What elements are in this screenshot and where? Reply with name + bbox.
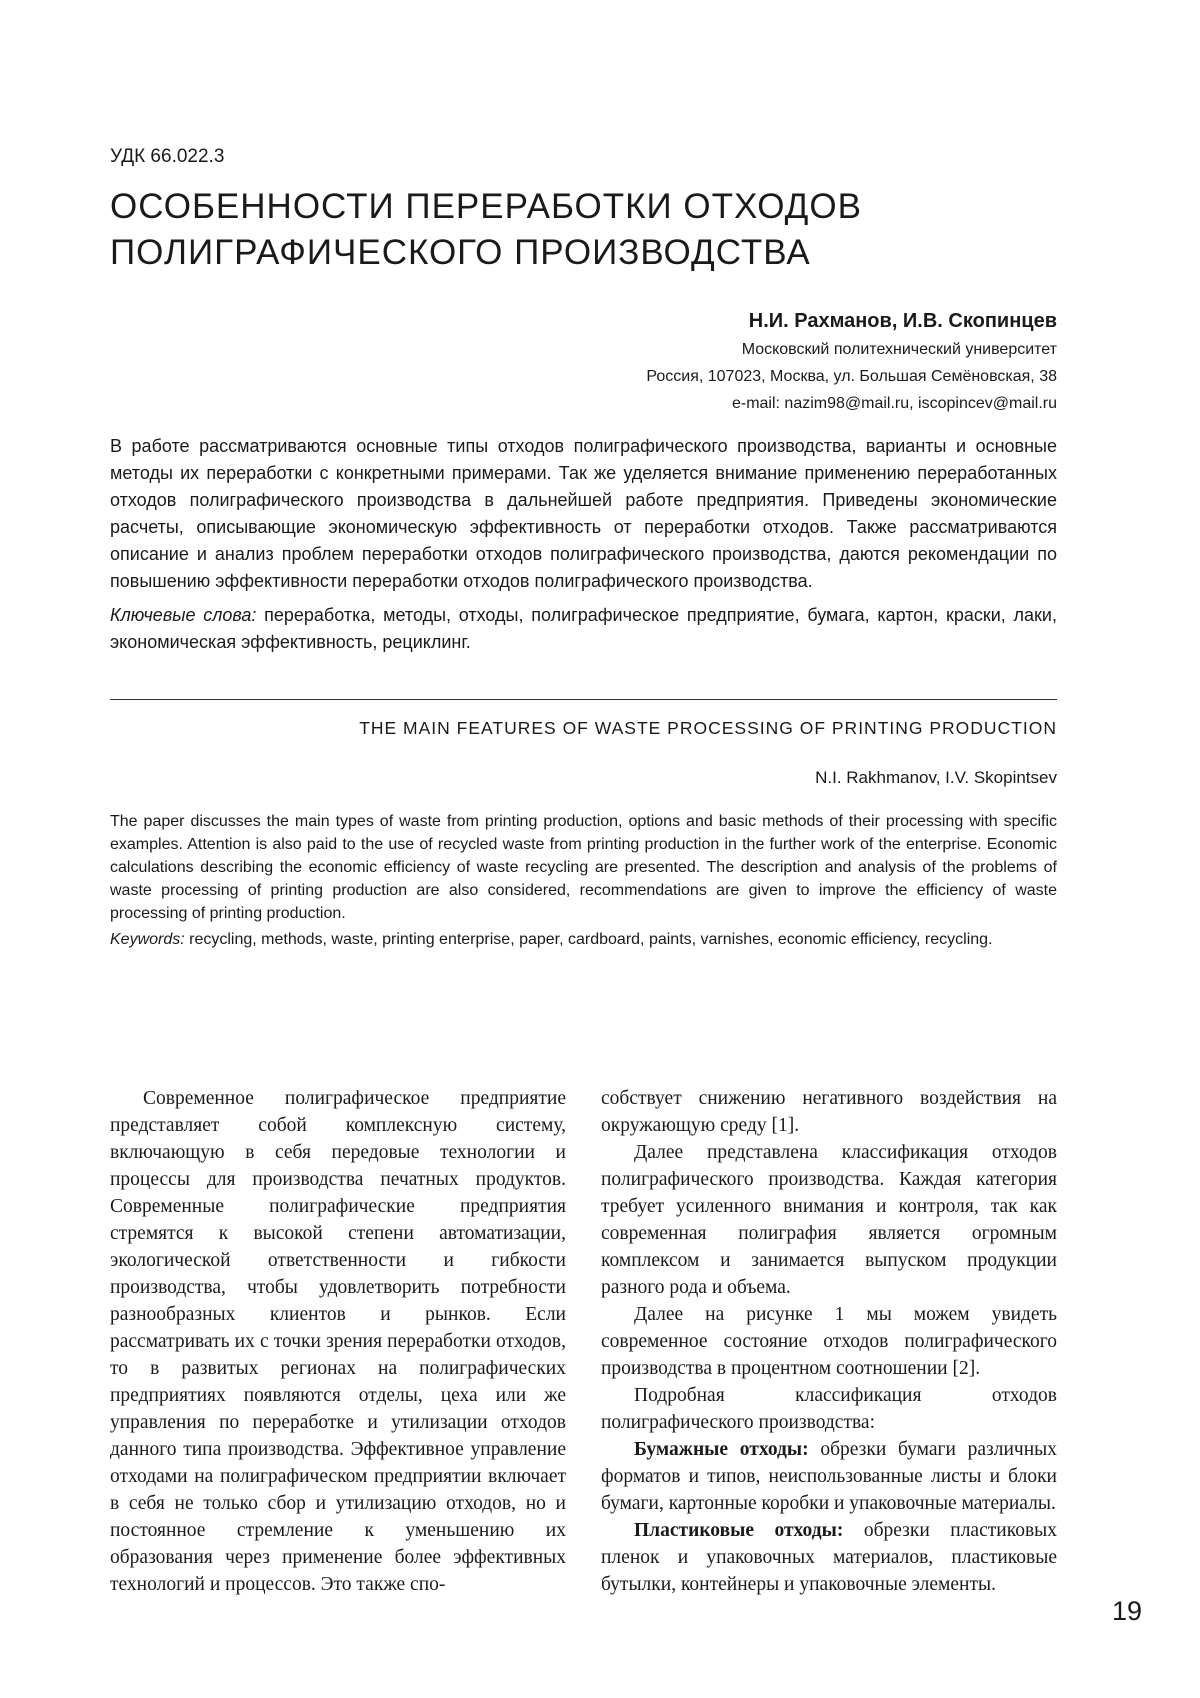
body-paragraph: Далее представлена классификация отходов полиграфического производства. Каждая категория требует усиленного внимания и контроля, так как современная полиграфия является огромным комплексом и занимается выпуском продукции разного рода и объема. [601,1142,1057,1298]
affiliation-email: e-mail: nazim98@mail.ru, iscopincev@mail.ru [731,395,1057,412]
affiliation-university: Московский политехнический университет [741,341,1057,358]
body-column-left [110,1085,566,1598]
keywords-en-label: Keywords: [110,931,185,948]
plastic-waste-label: Пластиковые отходы: [634,1520,844,1541]
paper-waste-text: обрезки бумаги различных форматов и типов, неиспользованные листы и блоки бумаги, картонные коробки и упаковочные материалы. [601,1439,1058,1514]
title-line-1: ОСОБЕННОСТИ ПЕРЕРАБОТКИ ОТХОДОВ [110,187,862,226]
keywords-ru-label: Ключевые слова: [110,605,257,625]
affiliation-address: Россия, 107023, Москва, ул. Большая Семёновская, 38 [646,368,1057,385]
paper-waste-paragraph [601,1436,1057,1517]
keywords-ru-text: переработка, методы, отходы, полиграфическое предприятие, бумага, картон, краски, лаки, экономическая эффективность, рециклинг. [110,605,1057,652]
keywords-en [110,928,1057,951]
body-paragraph: Подробная классификация отходов полиграфического производства: [601,1385,1057,1433]
plastic-waste-text: обрезки пластиковых пленок и упаковочных материалов, пластиковые бутылки, контейнеры и упаковочные элементы. [601,1520,1057,1595]
section-divider [110,699,1057,700]
plastic-waste-paragraph [601,1517,1057,1598]
authors: Н.И. Рахманов, И.В. Скопинцев [748,310,1057,332]
abstract-en-text: The paper discusses the main types of waste from printing production, options and basic methods of their processing with specific examples. Attention is also paid to the use of recycled waste from printing production in the further work of the enterprise. Economic calculations describing the economic efficiency of waste recycling are presented. The description and analysis of the problems of waste processing of printing production are also considered, recommendations are given to improve the efficiency of waste processing of printing production. [110,813,1057,922]
title-en: THE MAIN FEATURES OF WASTE PROCESSING OF PRINTING PRODUCTION [359,718,1057,738]
paper-waste-label: Бумажные отходы: [634,1439,809,1460]
authors-block [646,306,1057,417]
keywords-ru [110,602,1057,656]
udc-code: УДК 66.022.3 [110,146,225,167]
abstract-ru-text: В работе рассматриваются основные типы отходов полиграфического производства, варианты и основные методы их переработки с конкретными примерами. Так же уделяется внимание применению переработанных отходов полиграфического производства в дальнейшей работе предприятия. Приведены экономические расчеты, описывающие экономическую эффективность от переработки отходов. Также рассматриваются описание и анализ проблем переработки отходов полиграфического производства, даются рекомендации по повышению эффективности переработки отходов полиграфического производства. [110,436,1057,591]
article-title [110,184,1050,276]
page-number: 19 [1112,1596,1143,1626]
body-paragraph: Далее на рисунке 1 мы можем увидеть современное состояние отходов полиграфического производства в процентном соотношении [2]. [601,1304,1057,1379]
title-line-2: ПОЛИГРАФИЧЕСКОГО ПРОИЗВОДСТВА [110,233,811,272]
abstract-ru [110,433,1057,656]
body-paragraph: собствует снижению негативного воздействия на окружающую среду [1]. [601,1088,1057,1136]
keywords-en-text: recycling, methods, waste, printing enterprise, paper, cardboard, paints, varnishes, economic efficiency, recycling. [184,931,993,948]
authors-en: N.I. Rakhmanov, I.V. Skopintsev [815,768,1057,787]
abstract-en [110,810,1057,951]
body-paragraph: Современное полиграфическое предприятие представляет собой комплексную систему, включающую в себя передовые технологии и процессы для производства печатных продуктов. Современные полиграфические предприятия стремятся к высокой степени автоматизации, экологической ответственности и гибкости производства, чтобы удовлетворить потребности разнообразных клиентов и рынков. Если рассматривать их с точки зрения переработки отходов, то в развитых регионах на полиграфических предприятиях появляются отделы, цеха или же управления по переработке и утилизации отходов данного типа производства. Эффективное управление отходами на полиграфическом предприятии включает в себя не только сбор и утилизацию отходов, но и постоянное стремление к уменьшению их образования через применение более эффективных технологий и процессов. Это также спо- [110,1088,566,1595]
body-column-right [601,1085,1057,1598]
